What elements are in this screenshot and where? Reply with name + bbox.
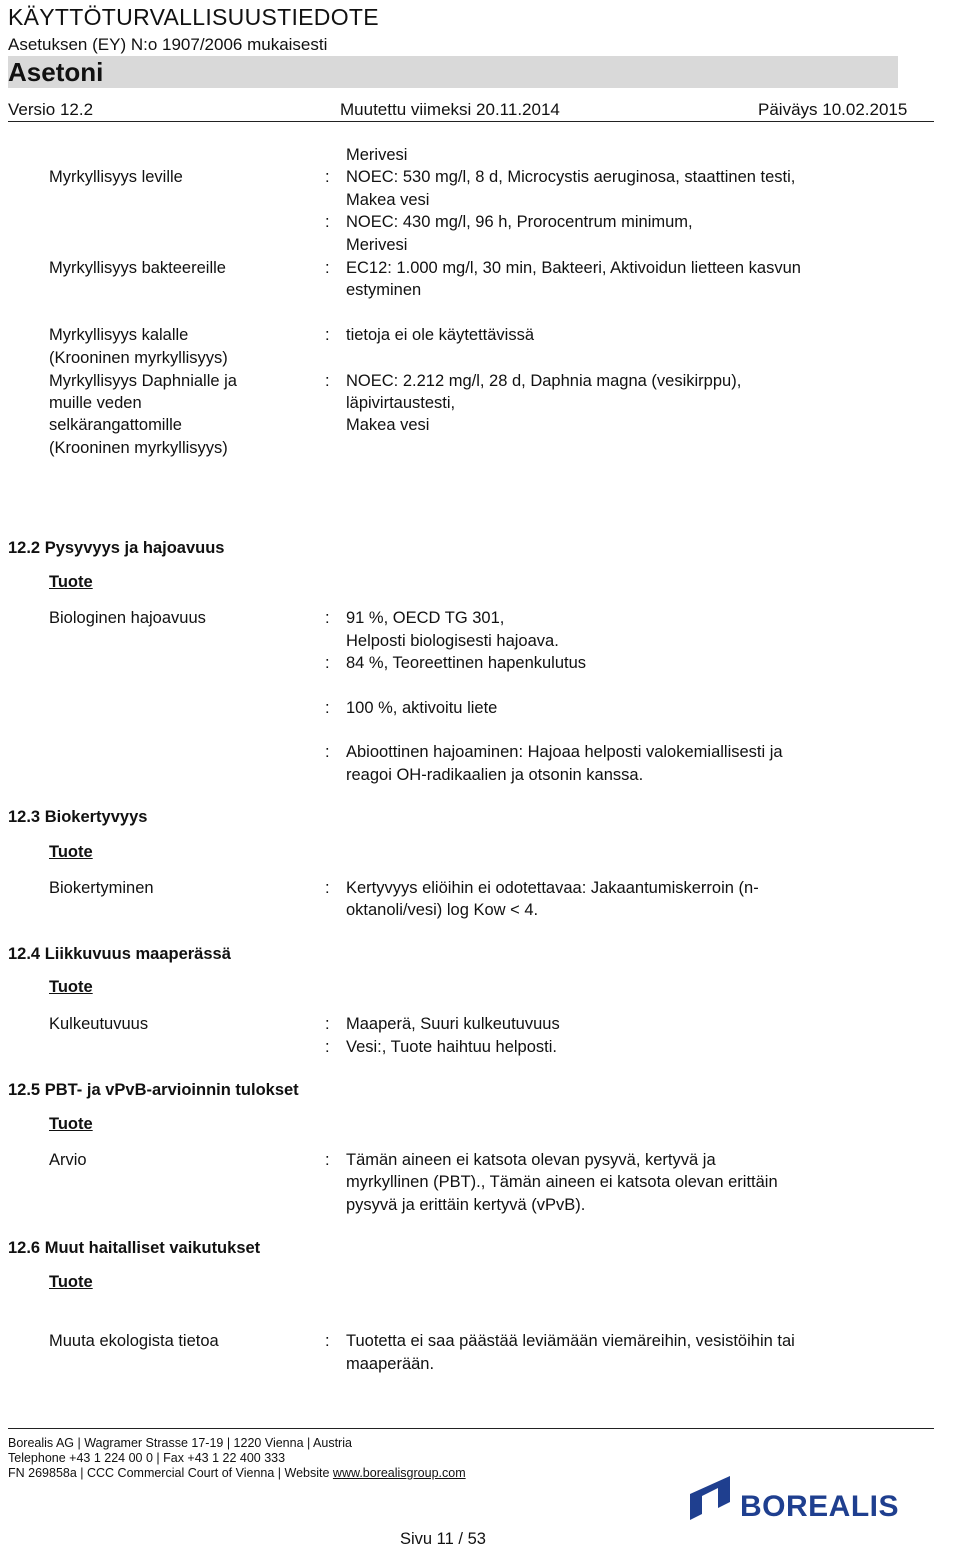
label-toxicity-daphnia: Myrkyllisyys Daphnialle ja bbox=[49, 372, 237, 390]
value-text: NOEC: 2.212 mg/l, 28 d, Daphnia magna (vesikirppu), bbox=[346, 372, 742, 390]
footer-divider bbox=[8, 1428, 934, 1429]
label-other-ecological: Muuta ekologista tietoa bbox=[49, 1332, 219, 1350]
value-text: Merivesi bbox=[346, 236, 408, 254]
value-text: oktanoli/vesi) log Kow < 4. bbox=[346, 901, 539, 919]
colon: : bbox=[325, 699, 330, 717]
value-text: maaperään. bbox=[346, 1355, 435, 1373]
section-heading-12-5: 12.5 PBT- ja vPvB-arvioinnin tulokset bbox=[8, 1081, 299, 1099]
value-text: reagoi OH-radikaalien ja otsonin kanssa. bbox=[346, 766, 644, 784]
label-assessment: Arvio bbox=[49, 1151, 87, 1169]
value-text: 91 %, OECD TG 301, bbox=[346, 609, 505, 627]
colon: : bbox=[325, 326, 330, 344]
colon: : bbox=[325, 259, 330, 277]
colon: : bbox=[325, 609, 330, 627]
footer-phone: Telephone +43 1 224 00 0 | Fax +43 1 22 400 333 bbox=[8, 1451, 286, 1465]
section-heading-12-4: 12.4 Liikkuvuus maaperässä bbox=[8, 945, 231, 963]
value-text: NOEC: 430 mg/l, 96 h, Prorocentrum minimum, bbox=[346, 213, 693, 231]
header-divider bbox=[8, 121, 934, 122]
label-toxicity-daphnia: (Krooninen myrkyllisyys) bbox=[49, 439, 228, 457]
product-subheading: Tuote bbox=[49, 1115, 93, 1133]
label-toxicity-daphnia: selkärangattomille bbox=[49, 416, 182, 434]
label-toxicity-daphnia: muille veden bbox=[49, 394, 142, 412]
value-text: NOEC: 530 mg/l, 8 d, Microcystis aeruginosa, staattinen testi, bbox=[346, 168, 796, 186]
section-heading-12-6: 12.6 Muut haitalliset vaikutukset bbox=[8, 1239, 261, 1257]
value-text: Abioottinen hajoaminen: Hajoaa helposti valokemiallisesti ja bbox=[346, 743, 783, 761]
label-bioaccumulation: Biokertyminen bbox=[49, 879, 154, 897]
value-text: Makea vesi bbox=[346, 416, 430, 434]
value-text: myrkyllinen (PBT)., Tämän aineen ei katsota olevan erittäin bbox=[346, 1173, 778, 1191]
value-text: Vesi:, Tuote haihtuu helposti. bbox=[346, 1038, 557, 1056]
colon: : bbox=[325, 654, 330, 672]
value-text: Helposti biologisesti hajoava. bbox=[346, 632, 559, 650]
label-mobility: Kulkeutuvuus bbox=[49, 1015, 149, 1033]
label-toxicity-bacteria: Myrkyllisyys bakteereille bbox=[49, 259, 226, 277]
product-subheading: Tuote bbox=[49, 1273, 93, 1291]
borealis-logo-mark bbox=[690, 1476, 730, 1520]
issue-date: Päiväys 10.02.2015 bbox=[758, 100, 908, 119]
value-text: tietoja ei ole käytettävissä bbox=[346, 326, 535, 344]
value-text: estyminen bbox=[346, 281, 422, 299]
value-text: Tämän aineen ei katsota olevan pysyvä, kertyvä ja bbox=[346, 1151, 716, 1169]
value-text: 100 %, aktivoitu liete bbox=[346, 699, 498, 717]
section-heading-12-2: 12.2 Pysyvyys ja hajoavuus bbox=[8, 539, 225, 557]
colon: : bbox=[325, 743, 330, 761]
colon: : bbox=[325, 168, 330, 186]
value-text: Maaperä, Suuri kulkeutuvuus bbox=[346, 1015, 560, 1033]
document-title: KÄYTTÖTURVALLISUUSTIEDOTE bbox=[8, 4, 379, 30]
colon: : bbox=[325, 879, 330, 897]
footer-registry-text: FN 269858a | CCC Commercial Court of Vienna | Website bbox=[8, 1466, 333, 1480]
value-text: 84 %, Teoreettinen hapenkulutus bbox=[346, 654, 587, 672]
page-number: Sivu 11 / 53 bbox=[400, 1530, 486, 1548]
website-link[interactable]: www.borealisgroup.com bbox=[332, 1466, 466, 1480]
label-toxicity-fish: Myrkyllisyys kalalle bbox=[49, 326, 189, 344]
value-text: läpivirtaustesti, bbox=[346, 394, 456, 412]
colon: : bbox=[325, 1015, 330, 1033]
value-text: Kertyvyys eliöihin ei odotettavaa: Jakaantumiskerroin (n- bbox=[346, 879, 759, 897]
modified-date: Muutettu viimeksi 20.11.2014 bbox=[340, 100, 560, 119]
label-biodegradability: Biologinen hajoavuus bbox=[49, 609, 206, 627]
colon: : bbox=[325, 213, 330, 231]
colon: : bbox=[325, 1038, 330, 1056]
product-name-band bbox=[8, 56, 898, 88]
version-label: Versio 12.2 bbox=[8, 100, 94, 119]
value-text: Merivesi bbox=[346, 146, 408, 164]
colon: : bbox=[325, 372, 330, 390]
value-text: Makea vesi bbox=[346, 191, 430, 209]
value-text: pysyvä ja erittäin kertyvä (vPvB). bbox=[346, 1196, 586, 1214]
borealis-logo-text: BOREALIS bbox=[740, 1490, 900, 1523]
borealis-logo bbox=[690, 1476, 955, 1524]
colon: : bbox=[325, 1151, 330, 1169]
label-toxicity-algae: Myrkyllisyys leville bbox=[49, 168, 183, 186]
product-subheading: Tuote bbox=[49, 843, 93, 861]
value-text: Tuotetta ei saa päästää leviämään viemäreihin, vesistöihin tai bbox=[346, 1332, 795, 1350]
product-subheading: Tuote bbox=[49, 573, 93, 591]
footer-address: Borealis AG | Wagramer Strasse 17-19 | 1220 Vienna | Austria bbox=[8, 1436, 352, 1450]
product-name: Asetoni bbox=[8, 57, 104, 87]
footer-registry bbox=[8, 1466, 466, 1481]
section-heading-12-3: 12.3 Biokertyvyys bbox=[8, 808, 148, 826]
document-subtitle: Asetuksen (EY) N:o 1907/2006 mukaisesti bbox=[8, 35, 328, 54]
product-subheading: Tuote bbox=[49, 978, 93, 996]
colon: : bbox=[325, 1332, 330, 1350]
value-text: EC12: 1.000 mg/l, 30 min, Bakteeri, Aktivoidun lietteen kasvun bbox=[346, 259, 801, 277]
label-toxicity-fish: (Krooninen myrkyllisyys) bbox=[49, 349, 228, 367]
